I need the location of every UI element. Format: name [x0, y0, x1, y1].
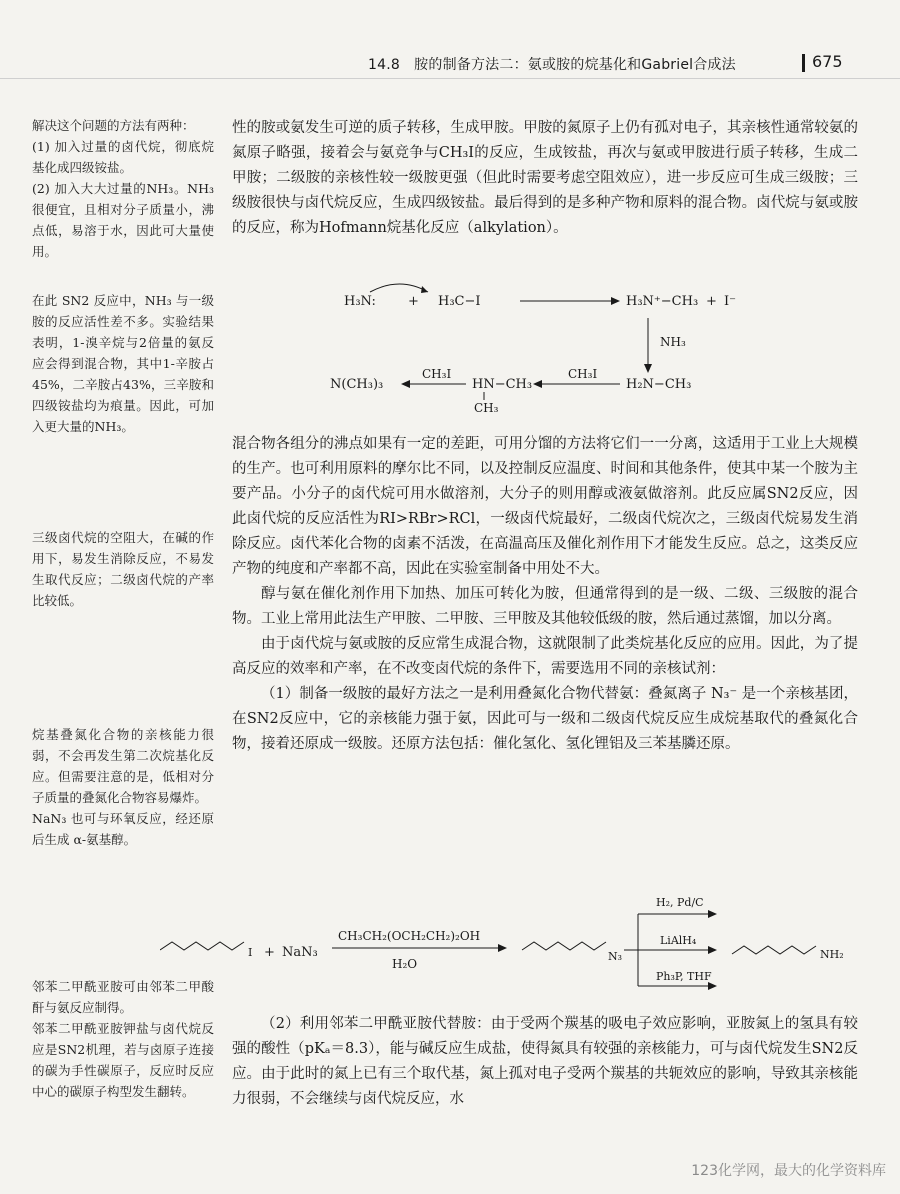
- side-note: 在此 SN2 反应中，NH₃ 与一级胺的反应活性差不多。实验结果表明，1-溴辛烷与2倍量的氨反应会得到混合物，其中1-辛胺占45%，二辛胺占43%，三辛胺和四级铵盐均为痕量。因此，可加入更大量的NH₃。: [32, 293, 214, 434]
- curved-arrow-head: [421, 286, 428, 293]
- alkyl-chain: [732, 946, 816, 954]
- arrow-head: [644, 364, 652, 373]
- sidebar-group-2: [32, 290, 214, 437]
- paragraph: 由于卤代烷与氨或胺的反应常生成混合物，这就限制了此类烷基化反应的应用。因此，为了提高反应的效率和产率，在不改变卤代烷的条件下，需要选用不同的亲核试剂：: [232, 636, 858, 677]
- iodide-ion: I⁻: [724, 294, 736, 309]
- paragraph: 混合物各组分的沸点如果有一定的差距，可用分馏的方法将它们一一分离，这适用于工业上大规模的生产。也可利用原料的摩尔比不同，以及控制反应温度、时间和其他条件，使其中某一个胺为主要产品。小分子的卤代烷可用水做溶剂，大分子的则用醇或液氨做溶剂。此反应属SN2反应，因此卤代烷的反应活性为RI>RBr>RCl，一级卤代烷最好，二级卤代烷次之，三级卤代烷易发生消除反应。卤代苯化合物的卤素不活泼，在高温高压及催化剂作用下才能发生反应。总之，这类反应产物的纯度和产率都不高，因此在实验室制备中用处不大。: [232, 436, 858, 577]
- azide-label: N₃: [608, 950, 623, 963]
- reactant-methyl-iodide: H₃C−I: [438, 294, 481, 309]
- arrow-head: [708, 946, 717, 954]
- plus-sign: +: [706, 294, 717, 309]
- methylamine: H₂N−CH₃: [626, 377, 692, 392]
- watermark: 123化学网，最大的化学资料库: [691, 1163, 886, 1179]
- azide-scheme: [160, 888, 860, 996]
- side-note: 邻苯二甲酰亚胺可由邻苯二甲酸酐与氨反应制得。: [32, 979, 214, 1015]
- arrow-head: [708, 982, 717, 990]
- alkyl-chain: [522, 942, 606, 950]
- curved-arrow: [370, 284, 428, 292]
- solvent-below-label: H₂O: [392, 957, 418, 971]
- plus-sign: +: [408, 294, 419, 309]
- running-header: [360, 52, 860, 76]
- paragraph: （1）制备一级胺的最好方法之一是利用叠氮化合物代替氨：叠氮离子 N₃⁻ 是一个亲核基团，在SN2反应中，它的亲核能力强于氨，因此可与一级和二级卤代烷反应生成烷基取代的叠氮化合物，接着还原成一级胺。还原方法包括：催化氢化、氢化锂铝及三苯基膦还原。: [232, 686, 858, 752]
- side-note: (1) 加入过量的卤代烷，彻底烷基化成四级铵盐。: [32, 139, 214, 175]
- alkylation-scheme: [330, 280, 750, 420]
- solvent-label: CH₃CH₂(OCH₂CH₂)₂OH: [338, 929, 481, 943]
- reactant-ammonia: H₃N:: [344, 294, 376, 309]
- sidebar-group-4: [32, 724, 214, 850]
- sodium-azide: NaN₃: [282, 945, 318, 960]
- page-number: 675: [812, 52, 843, 71]
- arrow-head: [401, 380, 410, 388]
- reagent-ammonia: NH₃: [660, 335, 686, 349]
- side-note: 烷基叠氮化合物的亲核能力很弱，不会再发生第二次烷基化反应。但需要注意的是，低相对分子质量的叠氮化合物容易爆炸。: [32, 727, 214, 805]
- side-note: 邻苯二甲酰亚胺钾盐与卤代烷反应是SN2机理，若与卤原子连接的碳为手性碳原子，反应时反应中心的碳原子构型发生翻转。: [32, 1021, 214, 1099]
- reduction-ph3p: Ph₃P, THF: [656, 970, 712, 983]
- arrow-head: [611, 297, 620, 305]
- reagent-methyl-iodide: CH₃I: [568, 367, 598, 381]
- header-rule: [0, 78, 900, 79]
- reduction-h2-pdc: H₂, Pd/C: [656, 896, 704, 909]
- reduction-lialh4: LiAlH₄: [660, 934, 697, 947]
- sidebar-group-3: [32, 527, 214, 611]
- plus-sign: +: [264, 945, 275, 960]
- arrow-head: [533, 380, 542, 388]
- side-note: NaN₃ 也可与环氧反应，经还原后生成 α-氨基醇。: [32, 811, 214, 847]
- product-ammonium: H₃N⁺−CH₃: [626, 294, 699, 309]
- trimethylamine: N(CH₃)₃: [330, 377, 384, 392]
- main-block-2: [232, 432, 858, 757]
- reagent-methyl-iodide: CH₃I: [422, 367, 452, 381]
- paragraph: 性的胺或氨发生可逆的质子转移，生成甲胺。甲胺的氮原子上仍有孤对电子，其亲核性通常较氨的氮原子略强，接着会与氨竞争与CH₃I的反应，生成铵盐，再次与氨或甲胺进行质子转移，生成二甲胺；二级胺的亲核性较一级胺更强（但此时需要考虑空阻效应），进一步反应可生成三级胺；三级胺很快与卤代烷反应，生成四级铵盐。最后得到的是多种产物和原料的混合物。卤代烷与氨或胺的反应，称为Hofmann烷基化反应（alkylation）。: [232, 120, 858, 236]
- arrow-head: [708, 910, 717, 918]
- side-note: (2) 加入大大过量的NH₃。NH₃很便宜，且相对分子质量小，沸点低，易溶于水，因此可大量使用。: [32, 181, 214, 259]
- section-title: 14.8 胺的制备方法二：氨或胺的烷基化和Gabriel合成法: [368, 57, 736, 73]
- sidebar-group-1: [32, 115, 214, 262]
- amine-label: NH₂: [820, 948, 844, 961]
- paragraph: （2）利用邻苯二甲酰亚胺代替胺：由于受两个羰基的吸电子效应影响，亚胺氮上的氢具有较强的酸性（pKₐ＝8.3），能与碱反应生成盐，使得氮具有较强的亲核能力，可与卤代烷发生SN2反应。由于此时的氮上已有三个取代基，氮上孤对电子受两个羰基的共轭效应的影响，导致其亲核能力很弱，不会继续与卤代烷反应，水: [232, 1016, 858, 1107]
- main-block-1: [232, 116, 858, 241]
- dimethylamine-methyl: CH₃: [474, 401, 499, 415]
- side-note: 解决这个问题的方法有两种：: [32, 118, 195, 133]
- header-divider: [802, 54, 805, 72]
- iodide-label: I: [248, 946, 253, 959]
- side-note: 三级卤代烷的空阻大，在碱的作用下，易发生消除反应，不易发生取代反应；二级卤代烷的产率比较低。: [32, 530, 214, 608]
- arrow-head: [498, 944, 507, 952]
- dimethylamine: HN−CH₃: [472, 377, 533, 392]
- paragraph: 醇与氨在催化剂作用下加热、加压可转化为胺，但通常得到的是一级、二级、三级胺的混合物。工业上常用此法生产甲胺、二甲胺、三甲胺及其他较低级的胺，然后通过蒸馏，加以分离。: [232, 586, 858, 627]
- alkyl-chain: [160, 942, 244, 950]
- main-block-3: [232, 1012, 858, 1112]
